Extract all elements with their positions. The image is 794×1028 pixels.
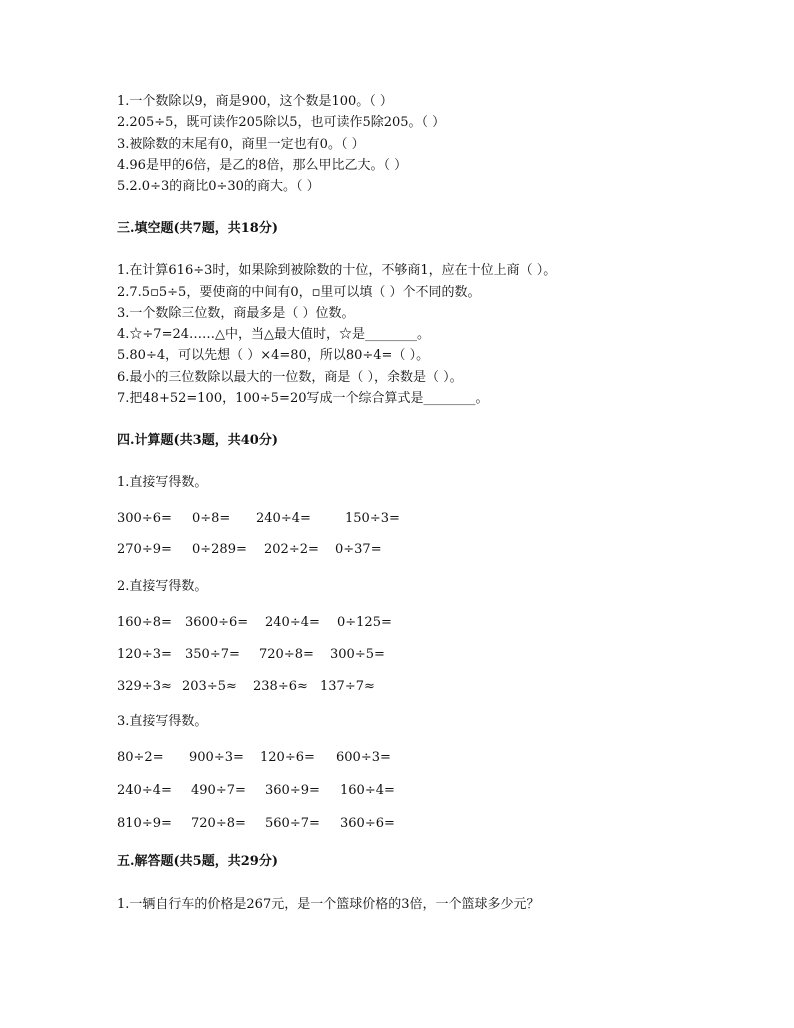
calc-item: 560÷7= — [265, 816, 320, 831]
calc-q2-row-3 — [117, 678, 375, 696]
calc-q3-row-1 — [117, 749, 391, 767]
tf-question-2: 2.205÷5，既可读作205除以5，也可读作5除205。（ ） — [117, 115, 446, 130]
tf-question-3: 3.被除数的末尾有0，商里一定也有0。（ ） — [117, 137, 365, 152]
tf-question-5: 5.2.0÷3的商比0÷30的商大。（ ） — [117, 179, 320, 194]
calc-item: 120÷3= — [117, 647, 172, 662]
calc-item: 160÷8= — [117, 615, 172, 630]
calc-q3-row-2 — [117, 782, 395, 800]
word-problem-1: 1.一辆自行车的价格是267元，是一个篮球价格的3倍，一个篮球多少元？ — [117, 897, 540, 912]
calc-item: 810÷9= — [117, 816, 172, 831]
calc-item: 3600÷6= — [185, 615, 249, 630]
calc-item: 0÷8= — [192, 511, 231, 526]
calc-item: 329÷3≈ — [117, 679, 172, 694]
calc-item: 80÷2= — [117, 750, 164, 765]
section5-title: 五.解答题(共5题，共29分) — [117, 854, 278, 869]
calc-item: 0÷37= — [335, 542, 382, 557]
calc-item: 120÷6= — [260, 750, 315, 765]
calc-item: 300÷5= — [330, 647, 385, 662]
calc-q2-row-1 — [117, 614, 392, 632]
fill-question-5: 5.80÷4，可以先想（ ）×4=80，所以80÷4=（ ）。 — [117, 348, 430, 363]
calc-item: 160÷4= — [340, 783, 395, 798]
calc-item: 490÷7= — [191, 783, 246, 798]
calc-item: 360÷9= — [265, 783, 320, 798]
calc-item: 360÷6= — [340, 816, 395, 831]
calc-item: 150÷3= — [345, 511, 400, 526]
calc-q2-label: 2.直接写得数。 — [117, 579, 208, 594]
calc-item: 240÷4= — [117, 783, 172, 798]
section4-title: 四.计算题(共3题，共40分) — [117, 433, 278, 448]
calc-item: 270÷9= — [117, 542, 172, 557]
section3-title: 三.填空题(共7题，共18分) — [117, 221, 278, 236]
calc-q3-row-3 — [117, 815, 395, 833]
calc-item: 0÷289= — [192, 542, 247, 557]
fill-question-4: 4.☆÷7=24……△中，当△最大值时，☆是________。 — [117, 327, 430, 342]
calc-q1-row-2 — [117, 541, 382, 559]
fill-question-3: 3.一个数除三位数，商最多是（ ）位数。 — [117, 306, 355, 321]
tf-question-1: 1.一个数除以9，商是900，这个数是100。（ ） — [117, 94, 393, 109]
calc-item: 0÷125= — [337, 615, 392, 630]
calc-item: 720÷8= — [259, 647, 314, 662]
fill-question-1: 1.在计算616÷3时，如果除到被除数的十位，不够商1，应在十位上商（ ）。 — [117, 263, 557, 278]
calc-q2-row-2 — [117, 646, 385, 664]
calc-item: 238÷6≈ — [253, 679, 308, 694]
calc-item: 240÷4= — [256, 511, 311, 526]
fill-question-2: 2.7.5▫5÷5，要使商的中间有0，▫里可以填（ ）个不同的数。 — [117, 285, 481, 300]
fill-question-7: 7.把48+52=100，100÷5=20写成一个综合算式是________。 — [117, 391, 489, 406]
calc-item: 720÷8= — [191, 816, 246, 831]
calc-item: 900÷3= — [189, 750, 244, 765]
calc-q3-label: 3.直接写得数。 — [117, 714, 208, 729]
calc-item: 300÷6= — [117, 511, 172, 526]
calc-q1-row-1 — [117, 510, 400, 528]
calc-item: 240÷4= — [265, 615, 320, 630]
fill-question-6: 6.最小的三位数除以最大的一位数，商是（ ），余数是（ ）。 — [117, 370, 463, 385]
calc-item: 350÷7= — [185, 647, 240, 662]
calc-item: 137÷7≈ — [320, 679, 375, 694]
calc-item: 202÷2= — [264, 542, 319, 557]
calc-item: 203÷5≈ — [182, 679, 237, 694]
tf-question-4: 4.96是甲的6倍，是乙的8倍，那么甲比乙大。（ ） — [117, 158, 408, 173]
calc-q1-label: 1.直接写得数。 — [117, 475, 208, 490]
calc-item: 600÷3= — [336, 750, 391, 765]
